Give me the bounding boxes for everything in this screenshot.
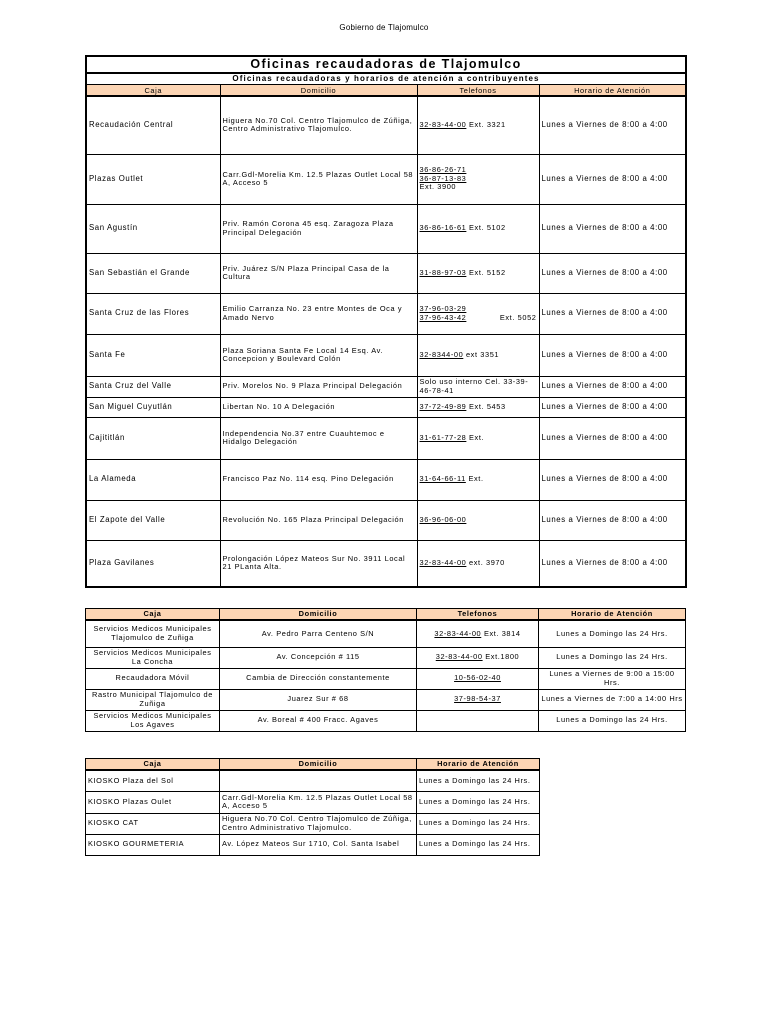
header-telefonos: Telefonos: [417, 85, 539, 97]
cell-domicilio: Cambia de Dirección constantemente: [220, 668, 417, 689]
phone-ext: ext 3351: [465, 349, 500, 359]
header-domicilio: Domicilio: [220, 609, 417, 621]
cell-caja: San Agustín: [86, 204, 220, 253]
cell-telefonos: [417, 620, 539, 647]
cell-domicilio: Higuera No.70 Col. Centro Tlajomulco de Zúñiga, Centro Administrativo Tlajomulco.: [220, 813, 417, 834]
cell-horario: Lunes a Domingo las 24 Hrs.: [417, 791, 540, 813]
phone-link[interactable]: 37-96-03-29: [419, 304, 467, 314]
table-subtitle: Oficinas recaudadoras y horarios de atención a contribuyentes: [86, 73, 686, 85]
table-row: [86, 500, 686, 540]
phone-link[interactable]: 37-96-43-42: [419, 312, 467, 322]
header-telefonos: Telefonos: [417, 609, 539, 621]
offices-table: [85, 55, 687, 588]
cell-caja: La Alameda: [86, 459, 220, 500]
cell-horario: Lunes a Domingo las 24 Hrs.: [539, 647, 686, 668]
table-row: [86, 397, 686, 417]
phone-internal: Solo uso interno: [419, 377, 483, 387]
cell-caja: Santa Fe: [86, 334, 220, 376]
cell-horario: Lunes a Viernes de 8:00 a 4:00: [539, 96, 686, 154]
cell-telefonos: [417, 376, 539, 397]
cell-domicilio: Carr.Gdl-Morelia Km. 12.5 Plazas Outlet Local 58 A, Acceso 5: [220, 154, 417, 204]
cell-caja: Servicios Medicos Municipales Los Agaves: [86, 710, 220, 731]
cell-caja: San Sebastián el Grande: [86, 253, 220, 293]
cell-horario: Lunes a Viernes de 7:00 a 14:00 Hrs: [539, 689, 686, 710]
table-header-row: [86, 759, 540, 771]
cell-horario: Lunes a Viernes de 9:00 a 15:00 Hrs.: [539, 668, 686, 689]
cell-domicilio: Av. Pedro Parra Centeno S/N: [220, 620, 417, 647]
phone-ext: Ext. 5102: [469, 223, 506, 233]
cell-telefonos: [417, 96, 539, 154]
cell-telefonos: [417, 334, 539, 376]
cell-domicilio: Av. Concepción # 115: [220, 647, 417, 668]
header-domicilio: Domicilio: [220, 85, 417, 97]
cell-horario: Lunes a Viernes de 8:00 a 4:00: [539, 397, 686, 417]
cell-horario: Lunes a Viernes de 8:00 a 4:00: [539, 204, 686, 253]
cell-domicilio: Libertan No. 10 A Delegación: [220, 397, 417, 417]
table-row: [86, 647, 686, 668]
phone-link[interactable]: 32-83-44-00: [419, 120, 467, 130]
cell-horario: Lunes a Viernes de 8:00 a 4:00: [539, 154, 686, 204]
cell-caja: Servicios Medicos Municipales Tlajomulco de Zuñiga: [86, 620, 220, 647]
header-domicilio: Domicilio: [220, 759, 417, 771]
phone-ext: Ext. 5052: [499, 312, 537, 322]
phone-ext: Ext. 5453: [469, 401, 506, 411]
cell-domicilio: Juarez Sur # 68: [220, 689, 417, 710]
cell-horario: Lunes a Viernes de 8:00 a 4:00: [539, 459, 686, 500]
cell-telefonos: [417, 710, 539, 731]
cell-caja: Cajititlán: [86, 417, 220, 459]
phone-ext: Ext.: [468, 474, 484, 484]
phone-link[interactable]: 31-88-97-03: [419, 267, 467, 277]
table-row: [86, 96, 686, 154]
cell-telefonos: [417, 668, 539, 689]
cell-telefonos: [417, 540, 539, 587]
phone-ext: Ext. 3900: [419, 182, 457, 192]
phone-link[interactable]: 32-83-44-00: [419, 558, 467, 568]
cell-horario: Lunes a Domingo las 24 Hrs.: [539, 710, 686, 731]
cell-caja: Rastro Municipal Tlajomulco de Zuñiga: [86, 689, 220, 710]
phone-link[interactable]: 36-86-26-71: [419, 165, 467, 175]
cell-horario: Lunes a Viernes de 8:00 a 4:00: [539, 417, 686, 459]
cell-caja: Servicios Medicos Municipales La Concha: [86, 647, 220, 668]
phone-link[interactable]: 36-87-13-83: [419, 173, 467, 183]
cell-horario: Lunes a Viernes de 8:00 a 4:00: [539, 540, 686, 587]
table-row: [86, 770, 540, 791]
phone-link[interactable]: 37-72-49-89: [419, 401, 467, 411]
phone-link[interactable]: 31-61-77-28: [419, 432, 467, 442]
cell-caja: KIOSKO Plazas Oulet: [86, 791, 220, 813]
cell-telefonos: [417, 397, 539, 417]
cell-caja: Santa Cruz de las Flores: [86, 293, 220, 334]
cell-domicilio: [220, 770, 417, 791]
header-horario: Horario de Atención: [417, 759, 540, 771]
phone-link[interactable]: 31-64-66-11: [419, 474, 466, 484]
table-header-row: [86, 609, 686, 621]
phone-link[interactable]: 10-56-02-40: [454, 673, 501, 683]
cell-horario: Lunes a Viernes de 8:00 a 4:00: [539, 253, 686, 293]
cell-domicilio: Revolución No. 165 Plaza Principal Delegación: [220, 500, 417, 540]
cell-caja: KIOSKO GOURMETERIA: [86, 834, 220, 855]
phone-link[interactable]: 36-86-16-61: [419, 223, 467, 233]
table-header-row: [86, 85, 686, 97]
cell-telefonos: [417, 459, 539, 500]
cell-domicilio: Priv. Ramón Corona 45 esq. Zaragoza Plaza Principal Delegación: [220, 204, 417, 253]
header-caja: Caja: [86, 609, 220, 621]
cell-caja: Recaudación Central: [86, 96, 220, 154]
cell-caja: Plazas Outlet: [86, 154, 220, 204]
phone-link[interactable]: 32-83-44-00: [434, 628, 482, 638]
table-row: [86, 834, 540, 855]
cell-domicilio: Carr.Gdl-Morelia Km. 12.5 Plazas Outlet Local 58 A, Acceso 5: [220, 791, 417, 813]
phone-link[interactable]: 36-96-06-00: [419, 514, 467, 524]
table-row: [86, 540, 686, 587]
header-caja: Caja: [86, 85, 220, 97]
phone-ext: ext. 3970: [469, 558, 505, 568]
table-row: [86, 791, 540, 813]
cell-domicilio: Priv. Juárez S/N Plaza Principal Casa de la Cultura: [220, 253, 417, 293]
table-row: [86, 417, 686, 459]
cell-domicilio: Francisco Paz No. 114 esq. Pino Delegación: [220, 459, 417, 500]
cell-domicilio: Plaza Soriana Santa Fe Local 14 Esq. Av. Concepcion y Boulevard Colón: [220, 334, 417, 376]
table-row: [86, 710, 686, 731]
cell-telefonos: [417, 293, 539, 334]
cell-domicilio: Higuera No.70 Col. Centro Tlajomulco de Zúñiga, Centro Administrativo Tlajomulco.: [220, 96, 417, 154]
header-caja: Caja: [86, 759, 220, 771]
table-row: [86, 154, 686, 204]
cell-telefonos: [417, 689, 539, 710]
cell-caja: KIOSKO Plaza del Sol: [86, 770, 220, 791]
cell-telefonos: [417, 647, 539, 668]
table-row: [86, 253, 686, 293]
table-title: Oficinas recaudadoras de Tlajomulco: [86, 56, 686, 73]
header-horario: Horario de Atención: [539, 609, 686, 621]
phone-link[interactable]: 32-83-44-00: [435, 652, 483, 662]
cell-telefonos: [417, 417, 539, 459]
phone-ext: Ext. 3321: [469, 120, 506, 130]
cell-domicilio: Priv. Morelos No. 9 Plaza Principal Delegación: [220, 376, 417, 397]
table-row: [86, 459, 686, 500]
table-row: [86, 813, 540, 834]
cell-telefonos: [417, 253, 539, 293]
cell-horario: Lunes a Domingo las 24 Hrs.: [539, 620, 686, 647]
phone-link[interactable]: 32-8344-00: [419, 349, 464, 359]
cell-horario: Lunes a Viernes de 8:00 a 4:00: [539, 500, 686, 540]
cell-domicilio: Av. Boreal # 400 Fracc. Agaves: [220, 710, 417, 731]
cell-caja: El Zapote del Valle: [86, 500, 220, 540]
page-header: Gobierno de Tlajomulco: [339, 23, 429, 32]
table-row: [86, 376, 686, 397]
phone-link[interactable]: 37-98-54-37: [454, 694, 501, 704]
cell-horario: Lunes a Domingo las 24 Hrs.: [417, 813, 540, 834]
phone-ext: Ext. 5152: [469, 267, 506, 277]
cell-caja: Recaudadora Móvil: [86, 668, 220, 689]
cell-domicilio: Prolongación López Mateos Sur No. 3911 Local 21 PLanta Alta.: [220, 540, 417, 587]
phone-ext: Ext.1800: [485, 652, 520, 662]
table-row: [86, 293, 686, 334]
table-row: [86, 689, 686, 710]
cell-horario: Lunes a Viernes de 8:00 a 4:00: [539, 376, 686, 397]
cell-horario: Lunes a Viernes de 8:00 a 4:00: [539, 293, 686, 334]
cell-caja: Santa Cruz del Valle: [86, 376, 220, 397]
cell-horario: Lunes a Viernes de 8:00 a 4:00: [539, 334, 686, 376]
cell-caja: San Miguel Cuyutlán: [86, 397, 220, 417]
header-horario: Horario de Atención: [539, 85, 686, 97]
cell-telefonos: [417, 500, 539, 540]
phone-cel: Cel. 33-39-46-78-41: [419, 377, 529, 395]
cell-telefonos: [417, 204, 539, 253]
cell-domicilio: Independencia No.37 entre Cuauhtemoc e Hidalgo Delegación: [220, 417, 417, 459]
table-row: [86, 204, 686, 253]
phone-ext: Ext. 3814: [483, 628, 521, 638]
cell-domicilio: Av. López Mateos Sur 1710, Col. Santa Isabel: [220, 834, 417, 855]
cell-horario: Lunes a Domingo las 24 Hrs.: [417, 770, 540, 791]
table-row: [86, 668, 686, 689]
kiosko-table: [85, 758, 540, 856]
medical-services-table: [85, 608, 686, 732]
phone-ext: Ext.: [469, 432, 485, 442]
cell-domicilio: Emilio Carranza No. 23 entre Montes de Oca y Amado Nervo: [220, 293, 417, 334]
table-row: [86, 620, 686, 647]
cell-caja: Plaza Gavilanes: [86, 540, 220, 587]
cell-telefonos: [417, 154, 539, 204]
cell-horario: Lunes a Domingo las 24 Hrs.: [417, 834, 540, 855]
cell-caja: KIOSKO CAT: [86, 813, 220, 834]
table-row: [86, 334, 686, 376]
